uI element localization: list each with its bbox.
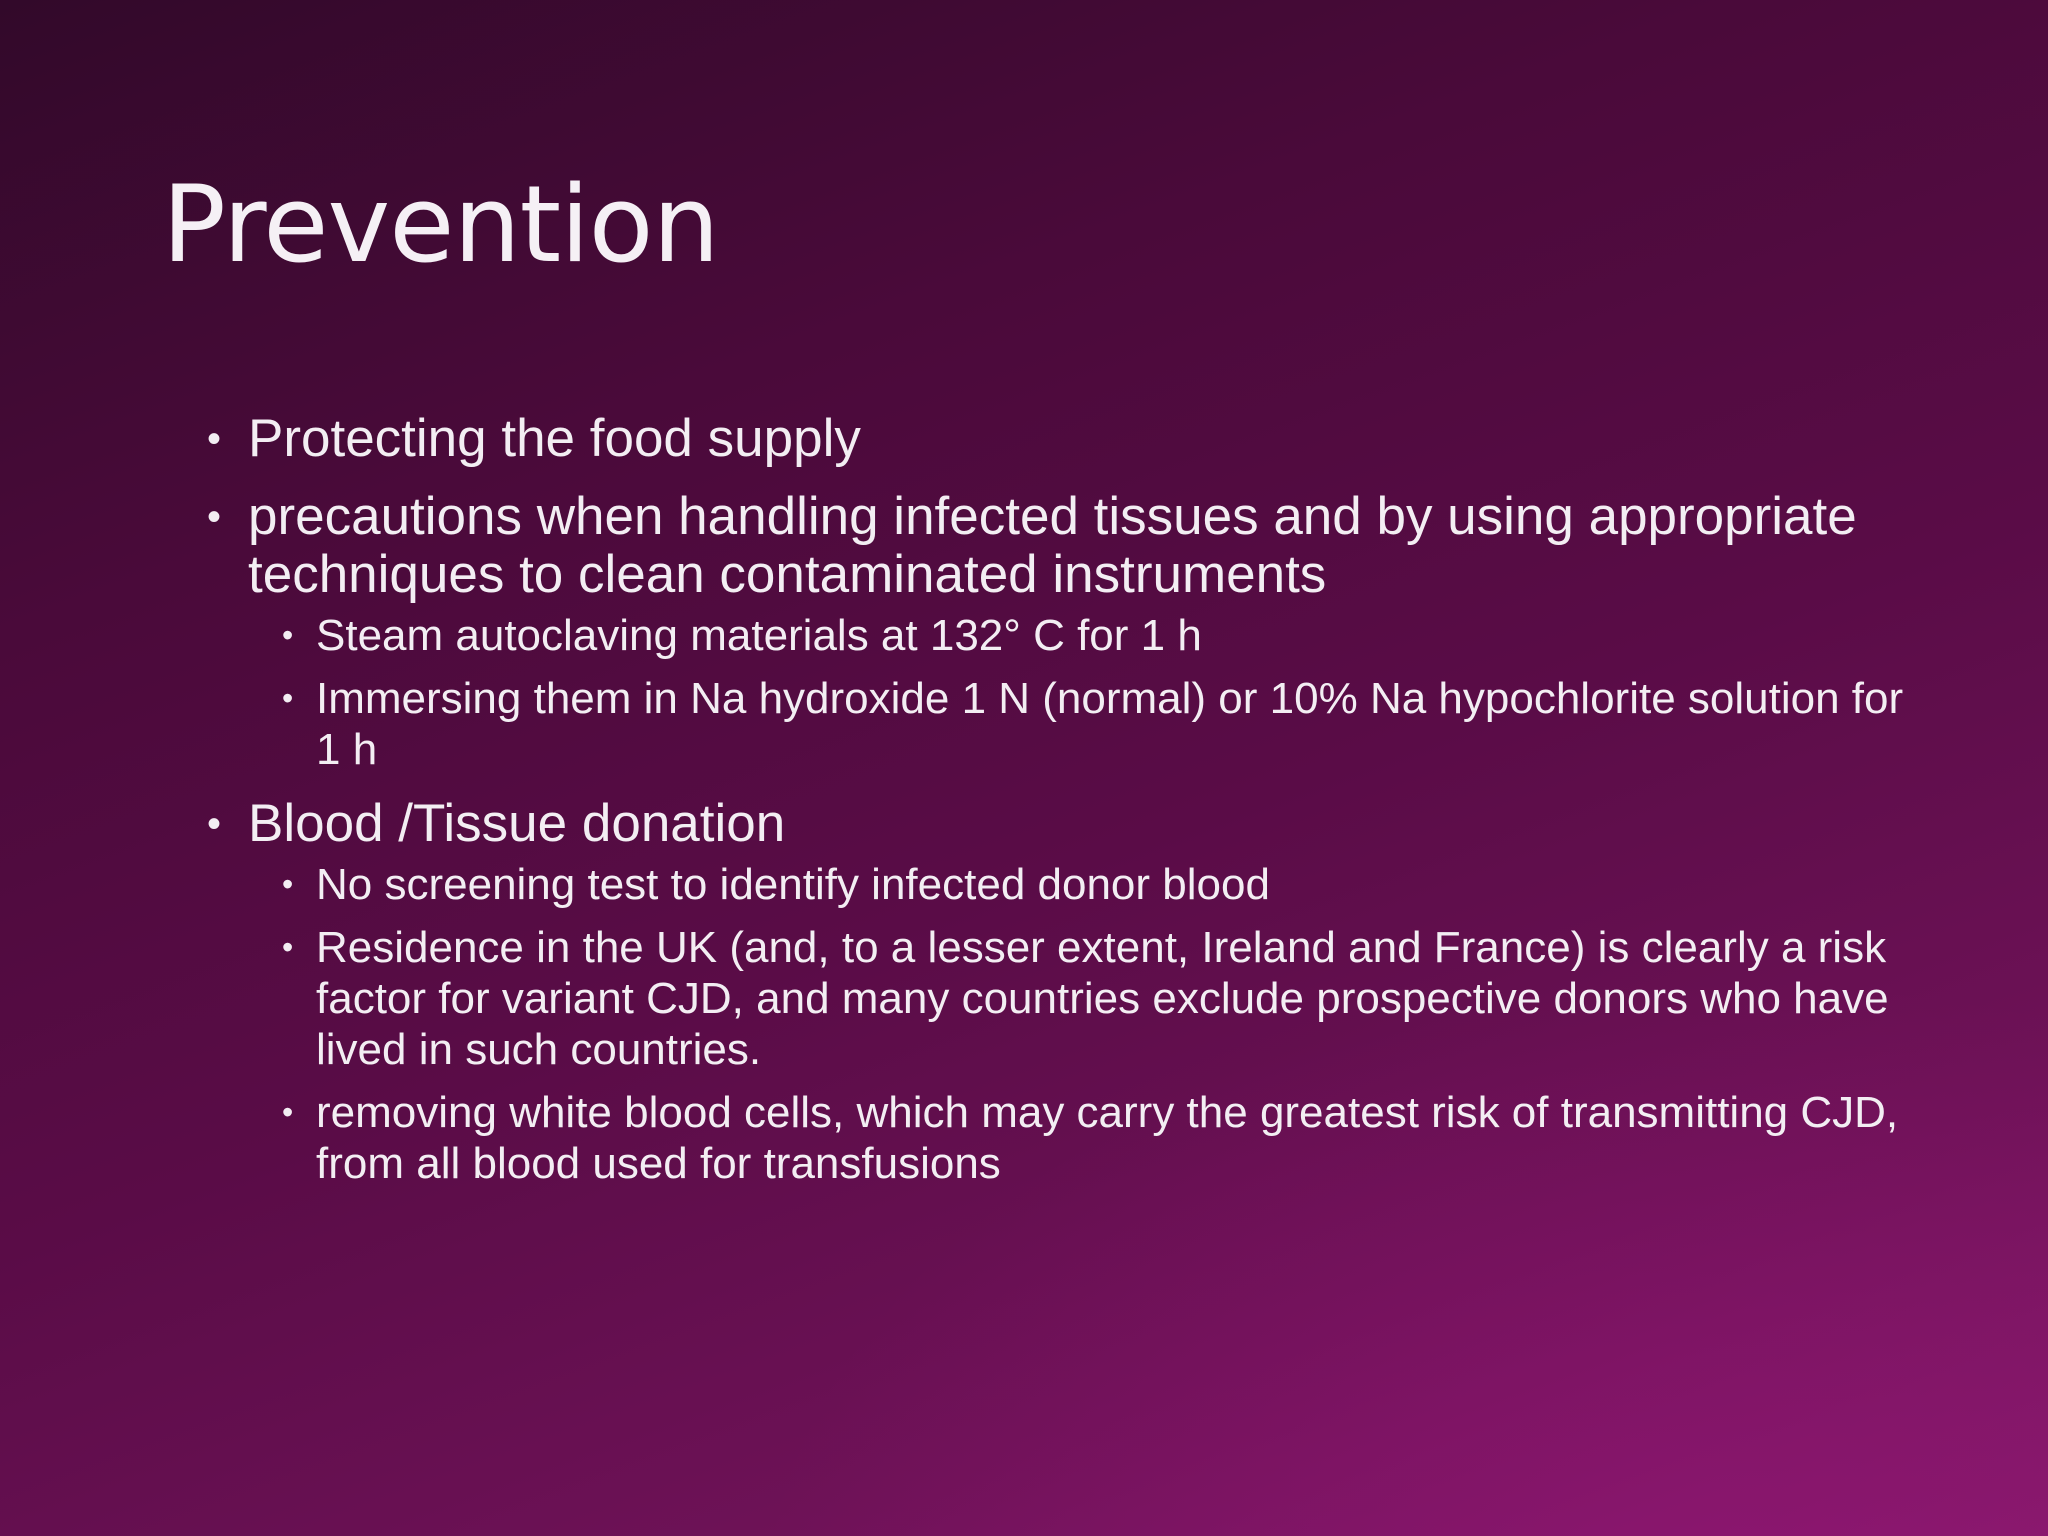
bullet-dot-icon: • (207, 417, 222, 461)
sub-bullet-item (282, 673, 1905, 775)
sub-bullet-list (248, 859, 1905, 1189)
sub-bullet-item (282, 859, 1905, 910)
bullet-dot-icon: • (207, 802, 222, 846)
sub-bullet-text: Residence in the UK (and, to a lesser extent, Ireland and France) is clearly a risk factor for variant CJD, and many countries exclude prospective donors who have lived in such countries. (316, 923, 1889, 1074)
sub-bullet-text: Immersing them in Na hydroxide 1 N (normal) or 10% Na hypochlorite solution for 1 h (316, 674, 1904, 774)
bullet-text: precautions when handling infected tissues and by using appropriate techniques to clean contaminated instruments (248, 487, 1857, 604)
bullet-dot-icon: • (282, 1094, 294, 1130)
bullet-text: Protecting the food supply (248, 409, 861, 468)
bullet-text: Blood /Tissue donation (248, 794, 786, 853)
slide-body (205, 410, 1905, 1209)
bullet-item (205, 488, 1905, 775)
bullet-dot-icon: • (282, 866, 294, 902)
bullet-item (205, 410, 1905, 468)
sub-bullet-text: No screening test to identify infected donor blood (316, 860, 1270, 909)
bullet-dot-icon: • (282, 680, 294, 716)
sub-bullet-item (282, 922, 1905, 1075)
sub-bullet-text: removing white blood cells, which may carry the greatest risk of transmitting CJD, from all blood used for transfusions (316, 1088, 1899, 1188)
bullet-dot-icon: • (207, 495, 222, 539)
bullet-item (205, 795, 1905, 1189)
sub-bullet-text: Steam autoclaving materials at 132° C for 1 h (316, 611, 1202, 660)
bullet-dot-icon: • (282, 929, 294, 965)
sub-bullet-item (282, 1087, 1905, 1189)
bullet-list (205, 410, 1905, 1189)
sub-bullet-item (282, 610, 1905, 661)
slide-title: Prevention (162, 163, 719, 286)
sub-bullet-list (248, 610, 1905, 775)
bullet-dot-icon: • (282, 617, 294, 653)
